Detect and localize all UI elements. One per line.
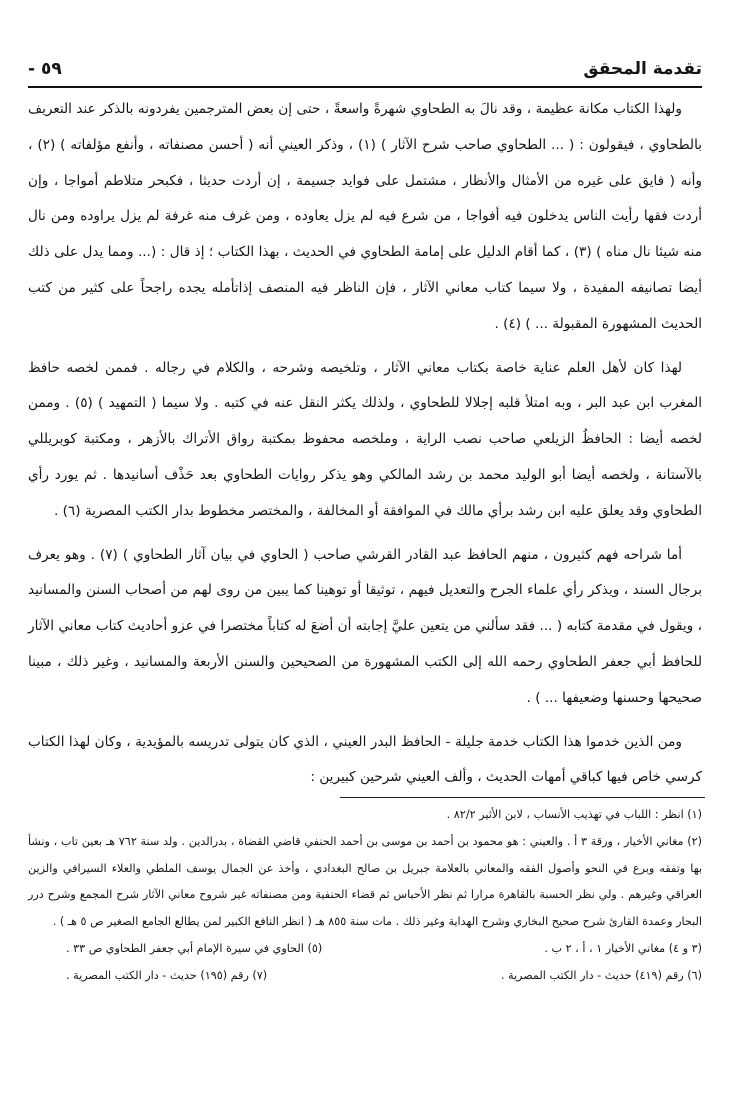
header-rule bbox=[28, 86, 702, 88]
footnote-rule bbox=[340, 797, 705, 798]
page-number: ٥٩ - bbox=[28, 59, 62, 79]
footnote-row-6-7 bbox=[28, 963, 702, 990]
header-title: تقدمة المحقق bbox=[583, 59, 702, 79]
footnotes bbox=[28, 802, 702, 990]
paragraph-1: ولهذا الكتاب مكانة عظيمة ، وقد نالَ به الطحاوي شهرةً واسعةً ، حتى إن بعض المترجمين يفردونه بالذكر عند التعريف بالطحاوي ، فيقولون : ( ... الطحاوي صاحب شرح الآثار ) (١) ، وذكر العيني أنه ( أحسن مصنفاته ، وأنفع مؤلفاته ) (٢) ، وأنه ( فايق على غيره من الأمثال والأنظار ، مشتمل على فوايد جسيمة ، إن أردت حديثا ، فكبحر متلاطم أمواجا ، وإن أردت فقها رأيت الناس يدخلون فيه أفواجا ، من شرع فيه لم يزل يعاوده ، ومن غرف منه غرفة لم يزل يراوده ومن نال منه شيئا نال مناه ) (٣) ، كما أقام الدليل على إمامة الطحاوي في الحديث ، بهذا الكتاب ؛ إذ قال : (... ومما يدل على ذلك أيضا تصانيفه المفيدة ، ولا سيما كتاب معاني الآثار ، فإن الناظر فيه المنصف إذاتأمله يجده راجحاً على كثير من كتب الحديث المشهورة المقبولة ... ) (٤) . bbox=[28, 101, 703, 332]
footnote-6: (٦) رقم (٤١٩) حديث - دار الكتب المصرية . bbox=[500, 968, 702, 982]
paragraph-2: لهذا كان لأهل العلم عناية خاصة بكتاب معاني الآثار ، وتلخيصه وشرحه ، والكلام في رجاله . فممن لخصه حافظ المغرب ابن عبد البر ، وبه امتلأ قلبه إجلالا للطحاوي ، ولذلك يكثر النقل عنه في كتبه . ولا سيما ( التمهيد ) (٥) . وممن لخصه أيضا : الحافظُ الزيلعي صاحب نصب الراية ، وملخصه محفوظ بمكتبة رواق الأتراك بالأزهر ، ومكتبة كوبريللي بالآستانة ، ولخصه أيضا أبو الوليد محمد بن رشد المالكي وهو يذكر روايات الطحاوي بعد حَذْف أسانيدها . ثم يورد رأي الطحاوي وقد يعلق عليه ابن رشد برأي مالك في الموافقة أو المخالفة ، والمختصر مخطوط بدار الكتب المصرية (٦) . bbox=[28, 359, 702, 519]
paragraph-4: ومن الذين خدموا هذا الكتاب خدمة جليلة - الحافظ البدر العيني ، الذي كان يتولى تدريسه بالمؤيدية ، وكان لهذا الكتاب كرسي خاص فيها كباقي أمهات الحديث ، وألف العيني شرحين كبيرين : bbox=[28, 733, 702, 786]
running-header bbox=[28, 56, 702, 82]
footnote-1: (١) انظر : اللباب في تهذيب الأنساب ، لابن الأثير ٨٢/٢ . bbox=[446, 808, 702, 821]
footnote-2: (٢) مغاني الأخيار ، ورقة ٣ أ . والعيني : هو محمود بن أحمد بن موسى بن أحمد الحنفي قاضي القضاة ، بدرالدين . ولد سنة ٧٦٢ هـ بعين تاب ، ونشأ بها وتفقه وبرع في النحو وأصول الفقه والمعاني بالعلامة جبريل بن صالح البغدادي ، وأخذ عن الجمال يوسف الملطي والعلاء السيرافي والزين العراقي وغيرهم . ولي نظر الحسبة بالقاهرة مرارا ثم نظر الأحباس ثم قضاء الحنفية ومن مصنفاته غير شروح معاني الآثار شرح المجمع وشرح درر البحار وعمدة القارئ شرح صحيح البخاري وشرح الهداية وغير ذلك . مات سنة ٨٥٥ هـ ( انظر النافع الكبير لمن يطالع الجامع الصغير ص ٥ هـ ) . bbox=[28, 834, 702, 929]
main-text bbox=[28, 92, 702, 796]
footnote-row-3-5 bbox=[28, 936, 702, 963]
paragraph-3: أما شراحه فهم كثيرون ، منهم الحافظ عبد القادر القرشي صاحب ( الحاوي في بيان آثار الطحاوي ) (٧) . وهو يعرف برجال السند ، ويذكر رأي علماء الجرح والتعديل فيهم ، توثيقا أو توهينا كما يبين من روى لهم من أصحاب السنن والمسانيد ، ويقول في مقدمة كتابه ( ... فقد سألني من يتعين عليَّ إجابته أن أضعَ له كتاباً مختصرا في عزو أحاديث كتاب معاني الآثار للحافظ أبي جعفر الطحاوي رحمه الله إلى الكتب المشهورة من الصحيحين والسنن الأربعة والمسانيد ، وغير ذلك ، مبينا صحيحها وحسنها وضعيفها ... ) . bbox=[28, 546, 702, 706]
footnote-5: (٥) الحاوي في سيرة الإمام أبي جعفر الطحاوي ص ٣٣ . bbox=[66, 941, 323, 955]
footnote-7: (٧) رقم (١٩٥) حديث - دار الكتب المصرية . bbox=[66, 968, 268, 982]
footnote-3-4: (٣ و ٤) مغاني الأخيار ١ ، أ ، ٢ ب . bbox=[544, 941, 702, 955]
